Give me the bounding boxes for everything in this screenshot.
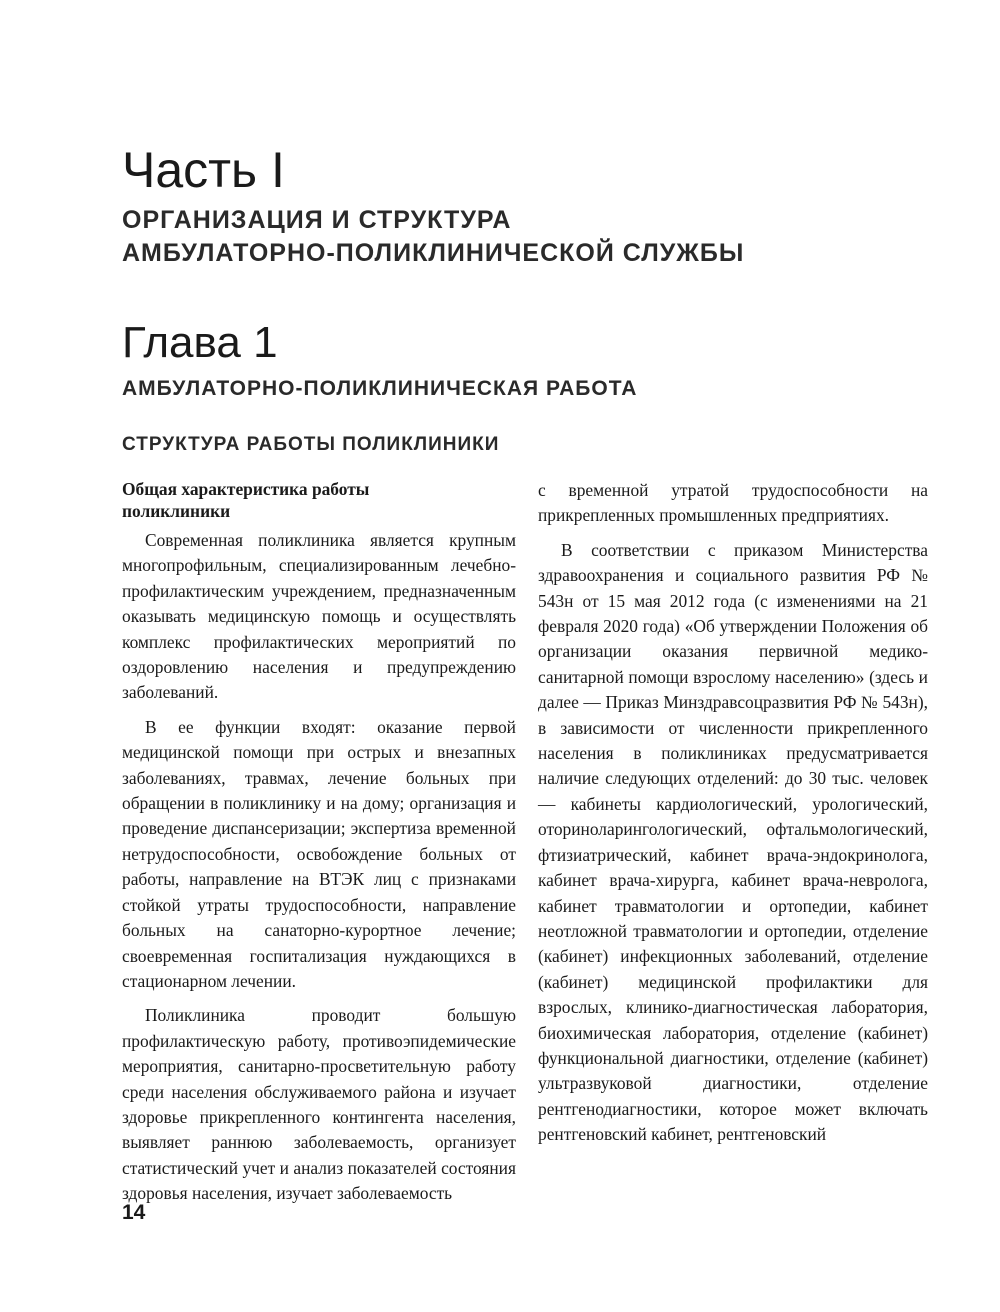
paragraph: Современная поликлиника является крупным многопрофильным, специализированным лечебно-профилактическим учреждением, предназначенным оказывать медицинскую помощь и осуществлять комплекс профилактических мероприятий по оздоровлению населения и предупреждению заболеваний.	[122, 530, 516, 703]
section-title: СТРУКТУРА РАБОТЫ ПОЛИКЛИНИКИ	[122, 434, 500, 455]
chapter-subtitle: АМБУЛАТОРНО-ПОЛИКЛИНИЧЕСКАЯ РАБОТА	[122, 377, 638, 400]
left-text-column	[122, 478, 516, 1216]
chapter-title: Глава 1	[122, 318, 278, 367]
part-subtitle	[122, 204, 922, 270]
paragraph: В соответствии с приказом Министерства здравоохранения и социального развития РФ № 543н от 15 мая 2012 года (с изменениями на 21 февраля 2020 года) «Об утверждении Положения об организации оказания первичной медико-санитарной помощи взрослому населению» (здесь и далее — Приказ Минздравсоцразвития РФ № 543н), в зависимости от численности прикрепленного населения в поликлиниках предусматривается наличие следующих отделений: до 30 тыс. человек — кабинеты кардиологический, урологический, оториноларингологический, офтальмологический, фтизиатрический, кабинет врача-эндокринолога, кабинет врача-хирурга, кабинет врача-невролога, кабинет травматологии и ортопедии, кабинет неотложной травматологии и ортопедии, отделение (кабинет) инфекционных заболеваний, отделение (кабинет) медицинской профилактики для взрослых, клинико-диагностическая лаборатория, биохимическая лаборатория, отделение (кабинет) функциональной диагностики, отделение (кабинет) ультразвуковой диагностики, отделение рентгенодиагностики, которое может включать рентгеновский кабинет, рентгеновский	[538, 539, 928, 1145]
paragraph: Поликлиника проводит большую профилактическую работу, противоэпидемические мероприятия, санитарно-просветительную работу среди населения обслуживаемого района и изучает здоровье прикрепленного контингента населения, выявляет раннюю заболеваемость, организует статистический учет и анализ показателей состояния здоровья населения, изучает заболеваемость	[122, 1005, 516, 1204]
part-title: Часть I	[122, 142, 285, 198]
part-subtitle-line-1: ОРГАНИЗАЦИЯ И СТРУКТУРА	[122, 206, 512, 234]
paragraph: В ее функции входят: оказание первой медицинской помощи при острых и внезапных заболеваниях, травмах, лечение больных при обращении в поликлинику и на дому; организация и проведение диспансеризации; экспертиза временной нетрудоспособности, освобождение больных от работы, направление на ВТЭК лиц с признаками стойкой утраты трудоспособности, направление больных на санаторно-курортное лечение; своевременная госпитализация нуждающихся в стационарном лечении.	[122, 716, 516, 991]
right-text-column	[538, 478, 928, 1157]
subsection-heading: Общая характеристика работы поликлиники	[122, 479, 370, 521]
part-subtitle-line-2: АМБУЛАТОРНО-ПОЛИКЛИНИЧЕСКОЙ СЛУЖБЫ	[122, 239, 745, 267]
page-number: 14	[122, 1201, 146, 1224]
paragraph-continuation: с временной утратой трудоспособности на прикрепленных промышленных предприятиях.	[538, 480, 928, 526]
